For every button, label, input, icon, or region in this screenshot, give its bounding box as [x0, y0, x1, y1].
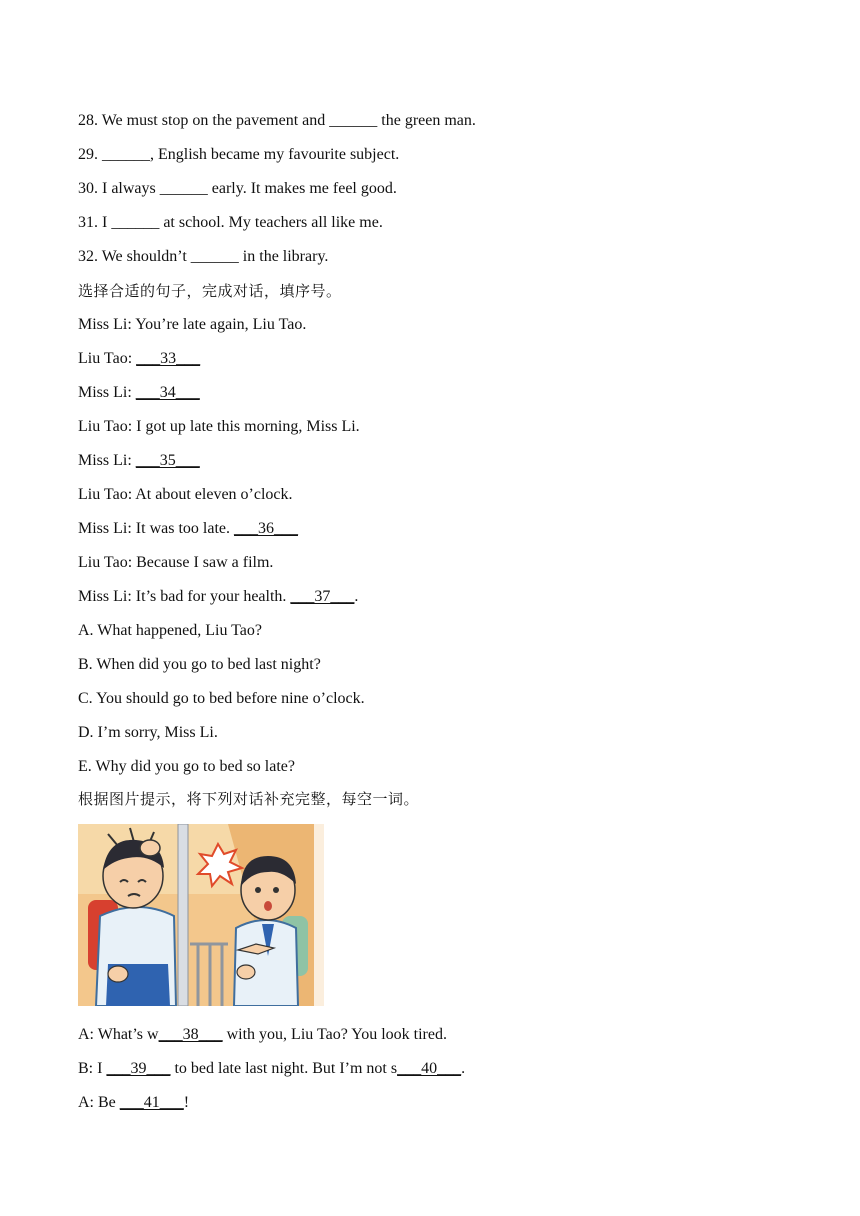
q32-text-before: 32. We shouldn’t	[78, 248, 191, 265]
final-b1-text-mid: to bed late last night. But I’m not s	[170, 1060, 398, 1077]
dialogue-blank-35: ___35___	[135, 452, 200, 469]
dialogue-line	[78, 416, 360, 438]
q28-text-before: 28. We must stop on the pavement and	[78, 112, 330, 129]
q32-text-after: in the library.	[238, 248, 329, 265]
q31-text-after: at school. My teachers all like me.	[159, 214, 383, 231]
final-b1-text-end: .	[461, 1060, 466, 1077]
final-blank-41: ___41___	[119, 1094, 184, 1111]
dialogue-blank-36: ___36___	[233, 520, 298, 537]
dialogue-line	[78, 552, 273, 574]
final-dialogue-a2	[78, 1092, 189, 1114]
section2-heading: 选择合适的句子，完成对话，填序号。	[78, 282, 342, 300]
q30-text-before: 30. I always	[78, 180, 160, 197]
dialogue-text: Miss Li: It was too late.	[78, 520, 234, 537]
q32-blank: ______	[190, 248, 239, 265]
dialogue-text: Liu Tao: I got up late this morning, Miss Li.	[78, 418, 360, 435]
final-blank-38: ___38___	[158, 1026, 223, 1043]
dialogue-line	[78, 314, 306, 336]
dialogue-text-after: .	[354, 588, 359, 605]
dialogue-text: Liu Tao: Because I saw a film.	[78, 554, 274, 571]
final-b1-text: B: I	[78, 1060, 107, 1077]
dialogue-blank-37: ___37___	[290, 588, 355, 605]
option-c: C. You should go to bed before nine o’clock.	[78, 690, 365, 707]
option-e: E. Why did you go to bed so late?	[78, 758, 295, 775]
question-32	[78, 246, 328, 268]
q30-blank: ______	[159, 180, 208, 197]
q28-text-after: the green man.	[377, 112, 476, 129]
dialogue-blank-34: ___34___	[135, 384, 200, 401]
q29-text-before: 29.	[78, 146, 102, 163]
section3-heading: 根据图片提示，将下列对话补充完整，每空一词。	[78, 790, 420, 808]
dialogue-text: Liu Tao: At about eleven o’clock.	[78, 486, 293, 503]
option-b: B. When did you go to bed last night?	[78, 656, 321, 673]
dialogue-blank-33: ___33___	[136, 350, 201, 367]
final-blank-40: ___40___	[397, 1060, 462, 1077]
question-28	[78, 110, 476, 132]
final-a2-text: A: Be	[78, 1094, 120, 1111]
q31-text-before: 31. I	[78, 214, 112, 231]
dialogue-text: Miss Li: You’re late again, Liu Tao.	[78, 316, 307, 333]
dialogue-line	[78, 382, 200, 404]
final-a2-text-after: !	[183, 1094, 190, 1111]
final-a1-text: A: What’s w	[78, 1026, 159, 1043]
dialogue-line	[78, 450, 200, 472]
cartoon-illustration	[78, 824, 324, 1006]
dialogue-text: Miss Li:	[78, 452, 136, 469]
dialogue-line	[78, 484, 293, 506]
dialogue-line	[78, 586, 358, 608]
q29-text-after: , English became my favourite subject.	[150, 146, 400, 163]
final-blank-39: ___39___	[106, 1060, 171, 1077]
final-dialogue-b1	[78, 1058, 465, 1080]
dialogue-text: Liu Tao:	[78, 350, 137, 367]
dialogue-line	[78, 348, 200, 370]
q31-blank: ______	[111, 214, 160, 231]
question-30	[78, 178, 397, 200]
question-31	[78, 212, 383, 234]
option-a: A. What happened, Liu Tao?	[78, 622, 263, 639]
q30-text-after: early. It makes me feel good.	[207, 180, 397, 197]
dialogue-text: Miss Li:	[78, 384, 136, 401]
dialogue-text: Miss Li: It’s bad for your health.	[78, 588, 291, 605]
final-a1-text-after: with you, Liu Tao? You look tired.	[222, 1026, 447, 1043]
q29-blank: ______	[102, 146, 150, 163]
dialogue-line	[78, 518, 298, 540]
question-29	[78, 144, 399, 166]
final-dialogue-a1	[78, 1024, 447, 1046]
q28-blank: ______	[329, 112, 378, 129]
option-d: D. I’m sorry, Miss Li.	[78, 724, 218, 741]
